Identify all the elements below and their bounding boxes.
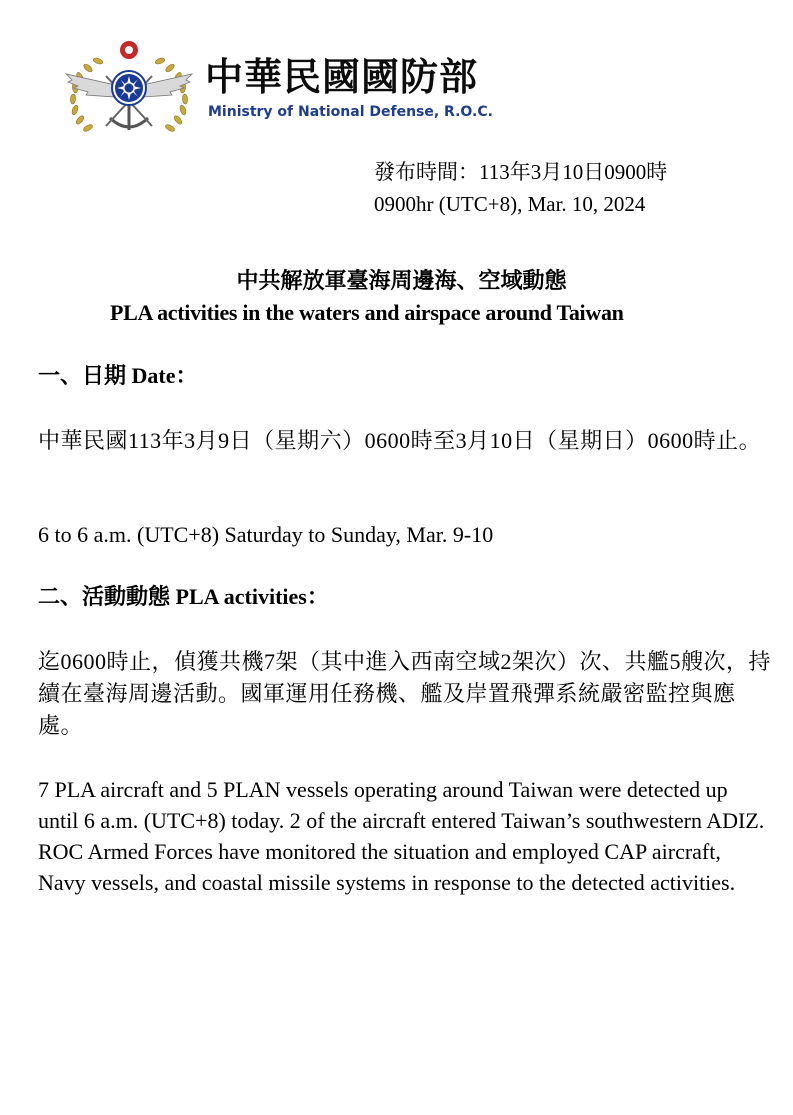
org-name-zh: 中華民國國防部 (205, 55, 479, 99)
org-name-en: Ministry of National Defense, R.O.C. (208, 104, 493, 120)
document-title-zh: 中共解放軍臺海周邊海、空域動態 (236, 268, 567, 293)
date-paragraph-zh: 中華民國113年3月9日（星期六）0600時至3月10日（星期日）0600時止。 (38, 428, 762, 453)
date-paragraph-en: 6 to 6 a.m. (UTC+8) Saturday to Sunday, Mar. 9-10 (38, 522, 494, 547)
section-date-heading: 一、日期 Date： (38, 363, 198, 388)
activities-paragraph-en: 7 PLA aircraft and 5 PLAN vessels operating around Taiwan were detected up until 6 a.m. (UTC+8) today. 2 of the aircraft entered Taiwan’s southwestern ADIZ. ROC Armed Forces have monitored the situation and employed CAP aircraft, Navy vessels, and coastal missile systems in response to the detected activities. (38, 777, 765, 895)
activities-paragraph-zh: 迄0600時止，偵獲共機7架（其中進入西南空域2架次）次、共艦5艘次，持續在臺海周邊活動。國軍運用任務機、艦及岸置飛彈系統嚴密監控與應處。 (38, 649, 772, 738)
mnd-emblem-icon (58, 30, 200, 142)
release-time-zh: 發布時間：113年3月10日0900時 (374, 160, 668, 184)
section-activities-heading: 二、活動動態 PLA activities： (38, 584, 329, 609)
release-time-en: 0900hr (UTC+8), Mar. 10, 2024 (374, 192, 646, 216)
document-title-en: PLA activities in the waters and airspace around Taiwan (110, 300, 624, 325)
